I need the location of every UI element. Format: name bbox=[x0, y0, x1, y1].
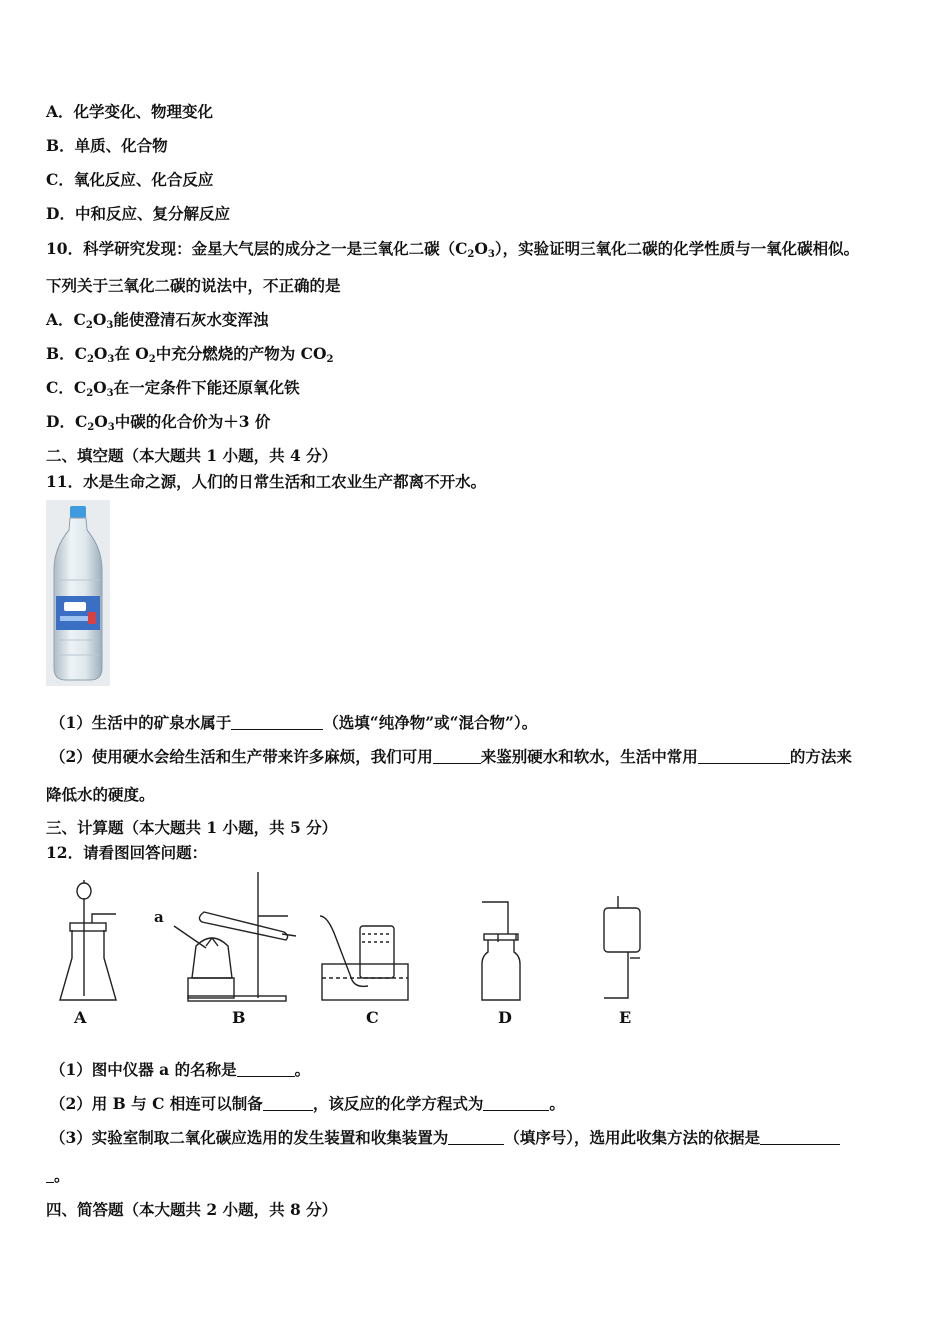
q10-option-d: D．$C_2O_3$中碳的化合价为＋3 价 bbox=[46, 412, 271, 433]
apparatus-d-bottle bbox=[482, 902, 520, 1000]
figure-label-e: E bbox=[619, 1008, 632, 1027]
q12-part1-blank[interactable] bbox=[237, 1061, 295, 1077]
q9-option-b: B．单质、化合物 bbox=[46, 136, 168, 155]
section-2-heading: 二、填空题（本大题共 1 小题，共 4 分） bbox=[46, 446, 338, 465]
q12-part2-blank1[interactable] bbox=[263, 1095, 313, 1111]
q11-part2-continued: 降低水的硬度。 bbox=[46, 785, 155, 804]
q10-stem-line1: 10．科学研究发现：金星大气层的成分之一是三氧化二碳$(C_2O_3)$，实验证明三氧化二碳的化学性质与一氧化碳相似。 bbox=[46, 239, 860, 260]
q9-option-a: A．化学变化、物理变化 bbox=[46, 102, 214, 121]
q9-option-c: C．氧化反应、化合反应 bbox=[46, 170, 214, 189]
q12-part3-blank2[interactable] bbox=[760, 1129, 840, 1145]
q11-part2-blank2[interactable] bbox=[698, 748, 790, 764]
q12-stem: 12．请看图回答问题： bbox=[46, 843, 208, 862]
apparatus-figure bbox=[46, 868, 666, 1008]
figure-label-a: A bbox=[74, 1008, 87, 1027]
apparatus-a-flask bbox=[60, 880, 116, 1000]
q10-option-a: A．$C_2O_3$能使澄清石灰水变浑浊 bbox=[46, 310, 269, 331]
q12-part2-blank2[interactable] bbox=[483, 1095, 549, 1111]
q12-part2: （2）用 B 与 C 相连可以制备 ，该反应的化学方程式为 。 bbox=[50, 1094, 565, 1113]
section-3-heading: 三、计算题（本大题共 1 小题，共 5 分） bbox=[46, 818, 338, 837]
q12-part1: （1）图中仪器 a 的名称是 。 bbox=[50, 1060, 311, 1079]
section-4-heading: 四、简答题（本大题共 2 小题，共 8 分） bbox=[46, 1200, 338, 1219]
q11-part2: （2）使用硬水会给生活和生产带来许多麻烦，我们可用 来鉴别硬水和软水，生活中常用 的方法来 bbox=[50, 747, 852, 766]
q11-part2-blank1[interactable] bbox=[433, 748, 481, 764]
instrument-a-tag: a bbox=[154, 908, 164, 926]
figure-label-b: B bbox=[232, 1008, 246, 1027]
q10-option-c: C．$C_2O_3$在一定条件下能还原氧化铁 bbox=[46, 378, 300, 399]
q12-part3-blank-tail[interactable] bbox=[46, 1167, 54, 1183]
apparatus-e-collection bbox=[604, 896, 640, 998]
figure-label-c: C bbox=[366, 1008, 379, 1027]
q10-stem-line2: 下列关于三氧化二碳的说法中，不正确的是 bbox=[46, 276, 341, 295]
q10-option-b: B．$C_2O_3$在 $O_2$中充分燃烧的产物为 $CO_2$ bbox=[46, 344, 334, 365]
q12-part3: （3）实验室制取二氧化碳应选用的发生装置和收集装置为 （填序号），选用此收集方法的依据是 bbox=[50, 1128, 840, 1148]
figure-label-d: D bbox=[498, 1008, 512, 1027]
q11-part1: （1）生活中的矿泉水属于 （选填“纯净物”或“混合物”）。 bbox=[50, 713, 538, 732]
q12-part3-continued: 。 bbox=[46, 1166, 70, 1186]
q12-part3-blank1[interactable] bbox=[448, 1129, 504, 1145]
q9-option-d: D．中和反应、复分解反应 bbox=[46, 204, 230, 223]
apparatus-c-trough bbox=[320, 916, 408, 1000]
q11-part1-blank[interactable] bbox=[231, 714, 323, 730]
water-bottle-image bbox=[46, 500, 110, 686]
apparatus-b-heating bbox=[174, 872, 296, 1001]
q11-stem: 11．水是生命之源，人们的日常生活和工农业生产都离不开水。 bbox=[46, 472, 487, 491]
